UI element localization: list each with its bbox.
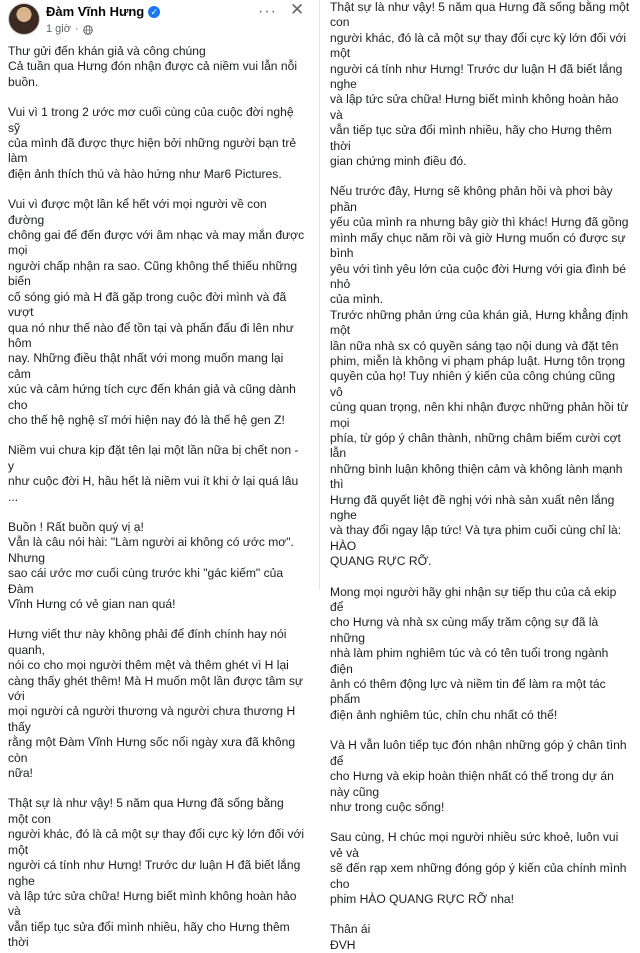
meta-separator: · [74, 23, 79, 35]
post-time[interactable]: 1 giờ [46, 23, 71, 35]
paragraph: Buồn ! Rất buồn quý vị ạ! Vẫn là câu nói hài: "Làm người ai không có ước mơ". Nhưng sao cái ước mơ cuối cùng trước khi "gác kiếm" của Đàm Vĩnh Hưng có vẻ gian nan quá! [8, 519, 294, 611]
signature: Thân ái ĐVH [330, 922, 371, 952]
more-options-icon[interactable]: ··· [258, 3, 277, 20]
paragraph: Hưng viết thư này không phải để đính chính hay nói quanh, nói co cho mọi người thêm mệt và thêm ghét vì H lại càng thấy ghét thêm! Mà H muốn một lần được tâm sự với mọi người cả người thương và người chưa thương H thấy rằng một Đàm Vĩnh Hưng sốc nổi ngày xưa đã không còn nữa! [8, 627, 304, 781]
paragraph: Mong mọi người hãy ghi nhận sự tiếp thu của cả ekip để cho Hưng và nhà sx cùng mấy trăm cộng sự đã là những nhà làm phim nghiêm túc và có tên tuổi trong ngành điện ảnh có thêm động lực và niềm tin để làm ra một tác phẩm điện ảnh nghiêm túc, chỉn chu nhất có thể! [330, 584, 617, 722]
paragraph: Nếu trước đây, Hưng sẽ không phản hồi và phơi bày phần yếu của mình ra nhưng bây giờ thì khác! Hưng đã gồng mình mấy chục năm rồi và giờ Hưng muốn có được sự bình yêu với tình yêu lớn của cuộc đời Hưng với gia đình bé nhỏ của mình. Trước những phản ứng của khán giả, Hưng khẳng định một lần nữa nhà sx có quyền sáng tạo nội dung và đặt tên phim, miễn là không vi phạm pháp luật. Hưng tôn trọng quyền của họ! Tuy nhiên ý kiến của công chúng cũng vô cùng quan trọng, nên khi nhận được những phản hồi từ mọi phía, từ góp ý chân thành, những châm biếm cười cợt lẫn những bình luận không thiện cảm và không lành mạnh thì Hưng đã quyết liệt đề nghị với nhà sản xuất nên lắng nghe và thay đổi ngay lập tức! Và tựa phim cuối cùng chỉ là: HÀO QUANG RỰC RỠ. [330, 184, 629, 569]
avatar[interactable] [8, 3, 40, 35]
globe-icon [83, 25, 93, 35]
paragraph: Niềm vui chưa kịp đặt tên lại một lần nữa bị chết non - y như cuộc đời H, hầu hết là niềm vui ít khi ở lại quá lâu ... [8, 443, 299, 504]
paragraph: Thật sự là như vậy! 5 năm qua Hưng đã sống bằng một con người khác, đó là cả một sự thay đổi cực kỳ lớn đối với một người cá tính như Hưng! Trước dư luận H đã biết lắng nghe và lập tức sửa chữa! Hưng biết mình không hoàn hảo và vẫn tiếp tục sửa đổi mình nhiều, hãy cho Hưng thêm thời [8, 796, 305, 950]
author-row [46, 4, 160, 19]
paragraph: Thật sự là như vậy! 5 năm qua Hưng đã sống bằng một con người khác, đó là cả một sự thay đổi cực kỳ lớn đối với một người cá tính như Hưng! Trước dư luận H đã biết lắng nghe và lập tức sửa chữa! Hưng biết mình không hoàn hảo và vẫn tiếp tục sửa đổi mình nhiều, hãy cho Hưng thêm thời gian chứng minh điều đó. [330, 0, 630, 169]
verified-badge-icon: ✓ [148, 6, 160, 18]
post-body-right [320, 0, 640, 953]
close-icon[interactable]: ✕ [290, 0, 305, 19]
post-header [0, 0, 320, 44]
post-meta [46, 22, 93, 37]
paragraph: Sau cùng, H chúc mọi người nhiều sức khoẻ, luôn vui vẻ và sẽ đến rạp xem những đóng góp ý kiến của chính mình cho phim HÀO QUANG RỰC RỠ nha! [330, 830, 627, 906]
paragraph: Vui vì được một lần kể hết với mọi người về con đường chông gai để đến được với âm nhạc và may mắn được mọi người chấp nhận ra sao. Cũng không thể thiếu những biến cố sóng gió mà H đã gặp trong cuộc đời mình và đã vượt qua nó như thế nào để tồn tại và phấn đấu đi lên như hôm nay. Những điều thật nhất với mong muốn mang lại cảm xúc và cảm hứng tích cực đến khán giả và cũng dành cho cho thế hệ nghệ sĩ mới hiện nay đó là thế hệ gen Z! [8, 197, 305, 427]
paragraph: Thư gửi đến khán giả và công chúng Cả tuần qua Hưng đón nhận được cả niềm vui lẫn nỗi buồn. [8, 44, 298, 89]
left-column [0, 0, 320, 950]
paragraph: Và H vẫn luôn tiếp tục đón nhận những góp ý chân tình để cho Hưng và ekip hoàn thiện nhất có thể trong dự án này cũng như trong cuộc sống! [330, 738, 627, 814]
right-column [320, 0, 640, 952]
author-name[interactable]: Đàm Vĩnh Hưng [46, 4, 145, 19]
post-body-left [0, 44, 320, 951]
paragraph: Vui vì 1 trong 2 ước mơ cuối cùng của cuộc đời nghệ sỹ của mình đã được thực hiện bởi những người bạn trẻ làm điện ảnh thích thú và hào hứng như Mar6 Pictures. [8, 105, 297, 181]
